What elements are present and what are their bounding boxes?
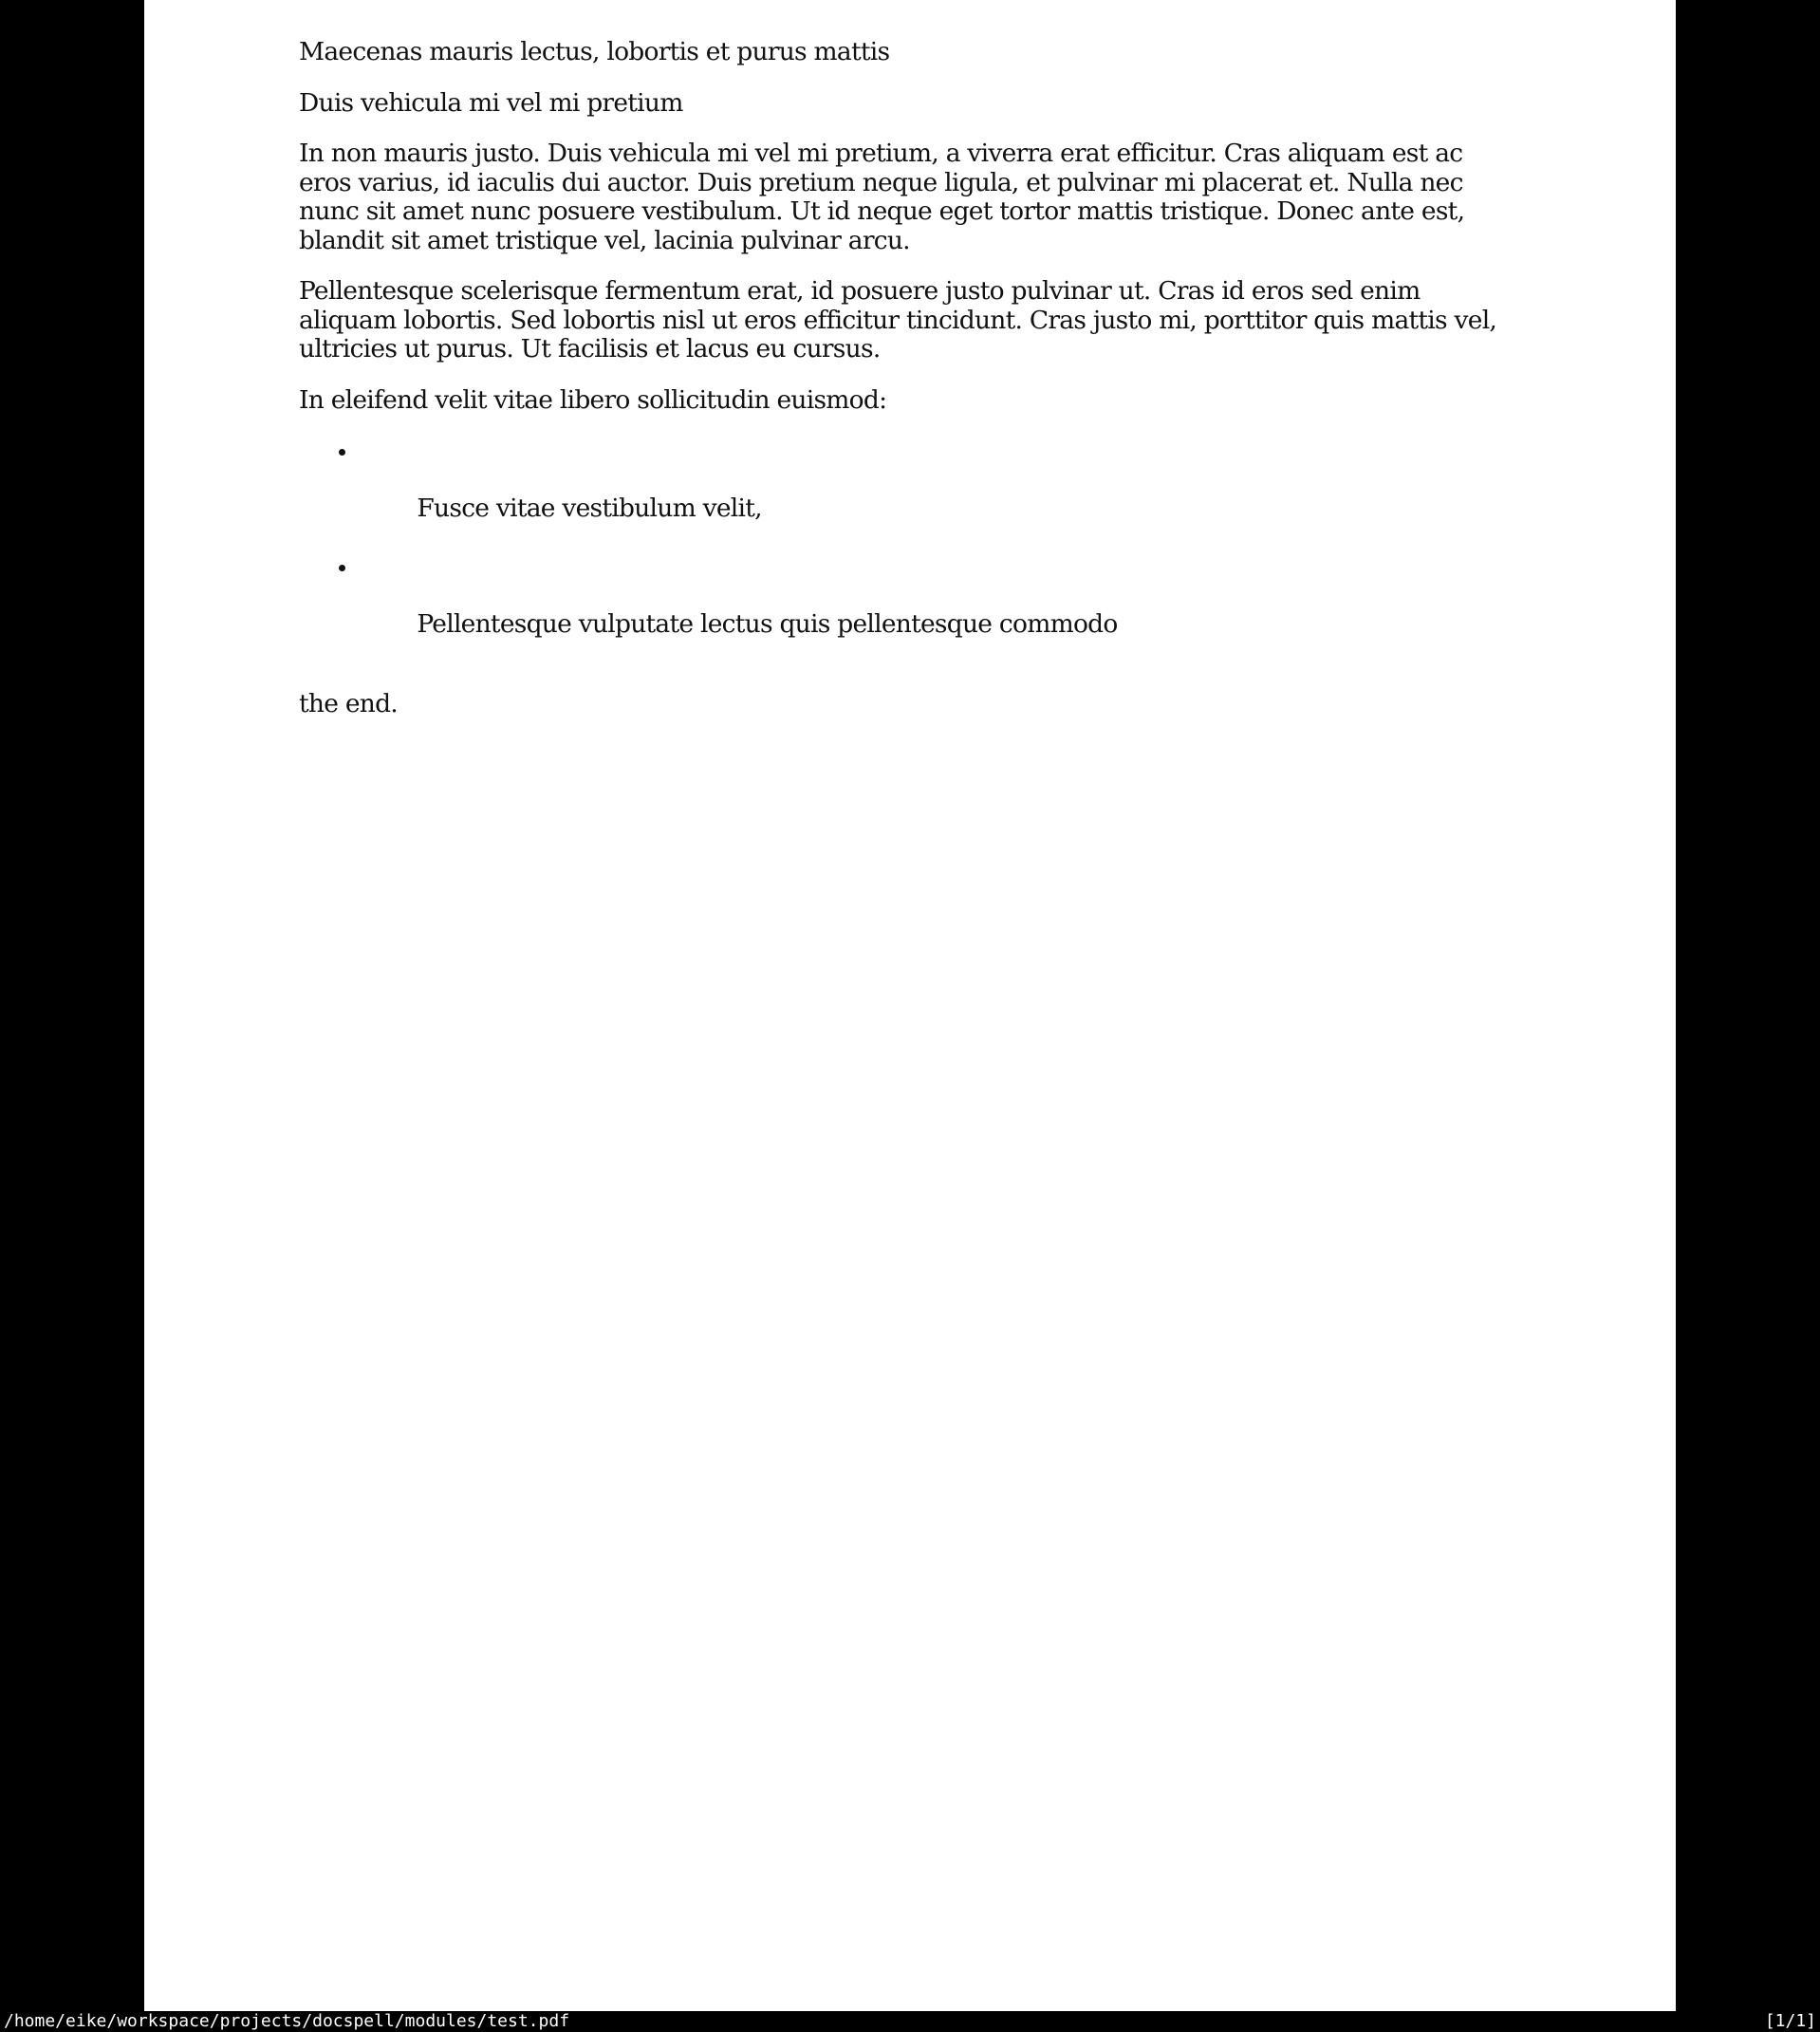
text-line: Duis vehicula mi vel mi pretium (299, 87, 683, 118)
paragraph (299, 89, 1638, 119)
text-line: eros varius, id iaculis dui auctor. Duis pretium neque ligula, et pulvinar mi placerat et. Nulla nec (299, 167, 1463, 197)
text-line: aliquam lobortis. Sed lobortis nisl ut eros efficitur tincidunt. Cras justo mi, porttitor quis mattis vel, (299, 305, 1497, 335)
text-line: Maecenas mauris lectus, lobortis et purus mattis (299, 37, 890, 66)
bullet-icon (339, 449, 345, 456)
text-line: In non mauris justo. Duis vehicula mi vel mi pretium, a viverra erat efficitur. Cras aliquam est ac (299, 139, 1463, 168)
paragraph (299, 277, 1638, 364)
list-item (299, 552, 1638, 668)
text-line: the end. (299, 689, 398, 718)
page-indicator: [1/1] (1764, 2011, 1816, 2031)
list-item-text: Fusce vitae vestibulum velit, (417, 494, 762, 523)
bullet-icon (339, 565, 345, 571)
text-line: blandit sit amet tristique vel, lacinia pulvinar arcu. (299, 225, 910, 255)
text-line: nunc sit amet nunc posuere vestibulum. Ut id neque eget tortor mattis tristique. Donec ante est, (299, 196, 1465, 226)
text-line: ultricies ut purus. Ut facilisis et lacus eu cursus. (299, 334, 881, 364)
text-line: Pellentesque scelerisque fermentum erat, id posuere justo pulvinar ut. Cras id eros sed enim (299, 276, 1421, 306)
text-line: In eleifend velit vitae libero sollicitudin euismod: (299, 384, 887, 415)
paragraph (299, 140, 1638, 255)
paragraph (299, 690, 1638, 719)
file-path: /home/eike/workspace/projects/docspell/modules/test.pdf (4, 2011, 570, 2031)
pdf-page (144, 0, 1676, 2011)
paragraph (299, 386, 1638, 416)
list-item-text: Pellentesque vulputate lectus quis pellentesque commodo (417, 609, 1118, 639)
paragraph (299, 38, 1638, 67)
bullet-list (299, 437, 1638, 668)
status-bar (0, 2011, 1820, 2032)
list-item (299, 437, 1638, 552)
